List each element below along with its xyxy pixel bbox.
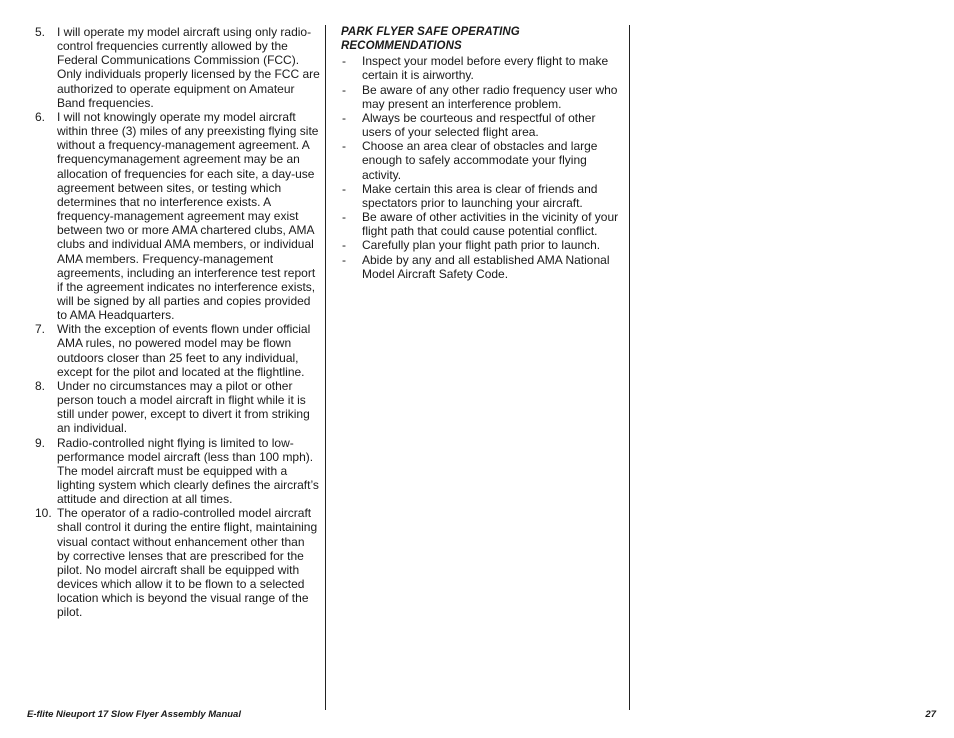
item-text: I will not knowingly operate my model aircraft within three (3) miles of any preexisting flying site without a frequency-management agreement. A frequencymanagement agreement may be an allocation of frequencies for each site, a day-use agreement between sites, or testing which determines that no interference exists. A frequency-management agreement may exist between two or more AMA chartered clubs, AMA clubs and individual AMA members, or individual AMA members. Frequency-management agreements, including an interference test report if the agreement indicates no interference exists, will be signed by all parties and copies provided to AMA Headquarters. [57,109,319,323]
item-number: 9. [35,435,46,450]
bullet-marker: - [342,238,346,253]
item-number: 6. [35,109,46,124]
list-item [341,83,623,111]
bullet-text: Choose an area clear of obstacles and large enough to safely accommodate your flying activity. [362,139,598,182]
bullet-marker: - [342,54,346,69]
item-number: 8. [35,378,46,393]
item-text: With the exception of events flown under official AMA rules, no powered model may be flown outdoors closer than 25 feet to any individual, except for the pilot and located at the flightline. [57,322,311,379]
section-heading: PARK FLYER SAFE OPERATING RECOMMENDATIONS [341,26,520,53]
list-item [341,210,623,238]
bullet-marker: - [342,252,346,267]
list-item [341,182,623,210]
item-text: Under no circumstances may a pilot or other person touch a model aircraft in flight while it is still under power, except to divert it from striking an individual. [57,378,310,436]
bullet-text: Abide by any and all established AMA National Model Aircraft Safety Code. [362,252,610,281]
item-text: I will operate my model aircraft using only radio-control frequencies currently allowed by the Federal Communications Commission (FCC). Only individuals properly licensed by the FCC are authorized to operate equipment on Amateur Band frequencies. [57,25,320,110]
bullet-marker: - [342,210,346,225]
bullet-marker: - [342,139,346,154]
list-item [35,379,320,436]
safety-code-list [35,25,320,620]
list-item [341,111,623,139]
footer-title: E-flite Nieuport 17 Slow Flyer Assembly Manual [27,709,241,720]
bullet-text: Always be courteous and respectful of other users of your selected flight area. [362,110,596,140]
bullet-text: Make certain this area is clear of friends and spectators prior to launching your aircraft. [362,181,598,210]
list-item [341,253,623,281]
park-flyer-recommendations [341,25,623,281]
list-item [35,506,320,619]
page-number: 27 [925,709,936,720]
list-item [341,54,623,82]
item-number: 7. [35,322,46,337]
list-item [341,238,623,252]
list-item [341,139,623,181]
bullet-marker: - [342,181,346,196]
column-divider [629,25,630,710]
bullet-text: Be aware of other activities in the vicinity of your flight path that could cause potential conflict. [362,210,619,239]
bullet-marker: - [342,110,346,125]
list-item [35,322,320,379]
bullet-text: Be aware of any other radio frequency user who may present an interference problem. [362,82,618,111]
item-text: The operator of a radio-controlled model aircraft shall control it during the entire flight, maintaining visual contact without enhancement other than by corrective lenses that are prescribed for the pilot. No model aircraft shall be equipped with devices which allow it to be flown to a selected location which is beyond the visual range of the pilot. [57,506,318,620]
item-text: Radio-controlled night flying is limited to low-performance model aircraft (less than 100 mph). The model aircraft must be equipped with a lighting system which clearly defines the aircraft’s attitude and direction at all times. [57,435,319,507]
list-item [35,110,320,322]
bullet-marker: - [342,82,346,97]
column-divider [325,25,326,710]
item-number: 10. [35,506,52,521]
bullet-text: Carefully plan your flight path prior to launch. [362,238,601,253]
item-number: 5. [35,25,46,39]
list-item [35,25,320,110]
list-item [35,436,320,507]
bullet-text: Inspect your model before every flight to make certain it is airworthy. [362,54,609,83]
